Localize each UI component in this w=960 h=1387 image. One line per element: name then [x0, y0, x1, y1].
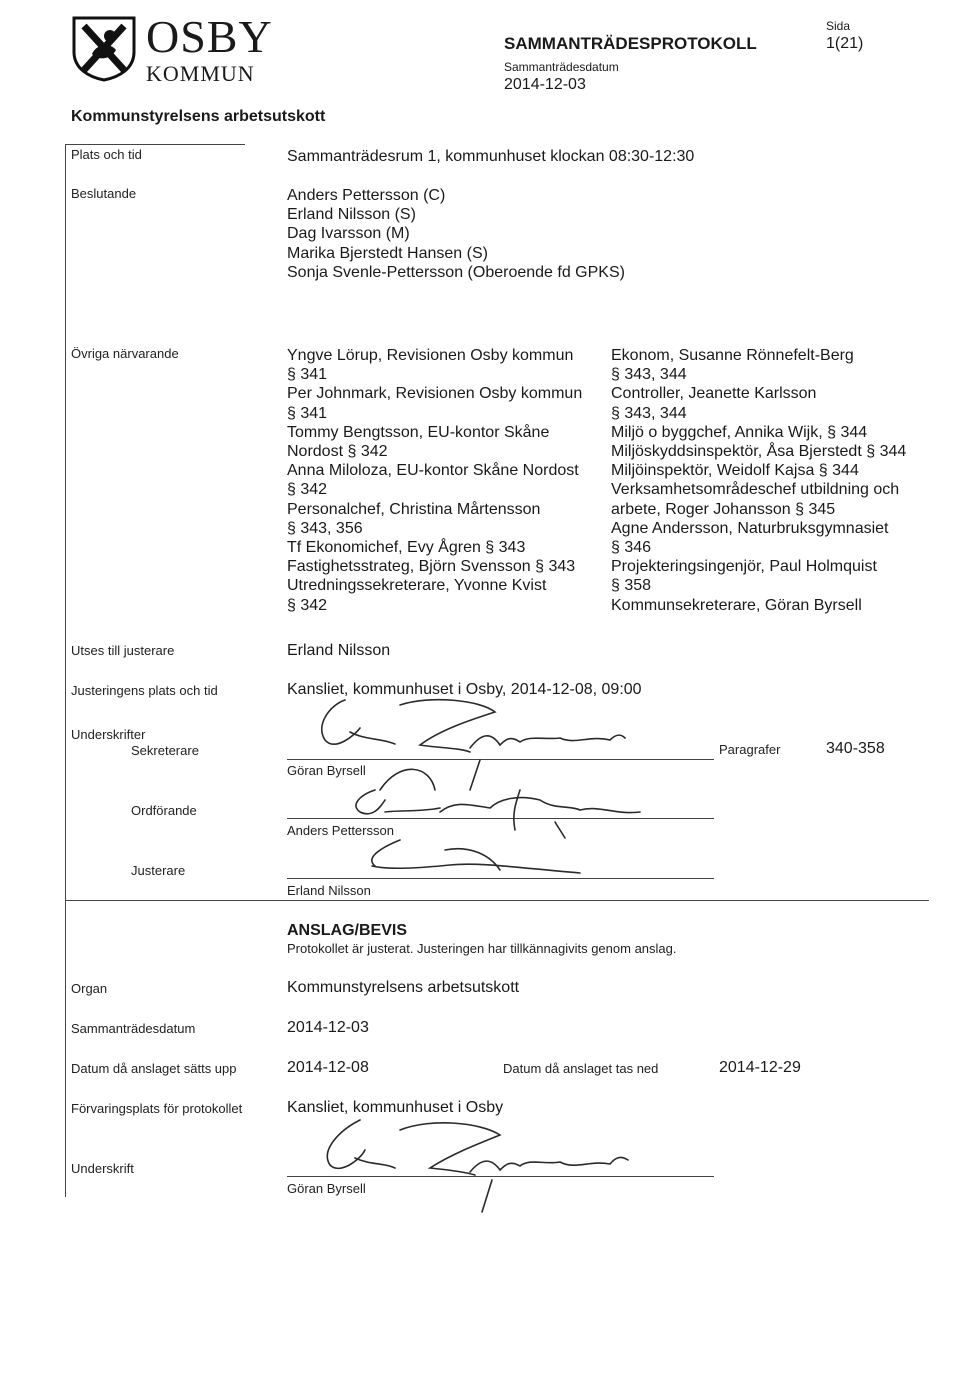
signature-adjuster-label: Justerare: [131, 863, 186, 878]
list-item: Tf Ekonomichef, Evy Ågren § 343: [287, 539, 526, 557]
notice-text: Protokollet är justerat. Justeringen har tillkännagivits genom anslag.: [287, 941, 677, 956]
others-label: Övriga närvarande: [71, 346, 179, 361]
adjuster-label: Utses till justerare: [71, 643, 175, 658]
page-label: Sida: [826, 19, 851, 33]
adjuster-value: Erland Nilsson: [287, 642, 391, 659]
list-item: Anders Pettersson (C): [287, 187, 446, 204]
list-item: Ekonom, Susanne Rönnefelt-Berg: [611, 347, 854, 364]
list-item: § 341: [287, 404, 328, 422]
others-column-2: [611, 346, 906, 615]
list-item: Miljöskyddsinspektör, Åsa Bjerstedt § 344: [611, 443, 907, 461]
posted-label: Datum då anslaget sätts upp: [71, 1061, 237, 1076]
committee-name: Kommunstyrelsens arbetsutskott: [71, 108, 326, 125]
page-number: 1(21): [826, 35, 864, 52]
osby-logo: [70, 11, 275, 86]
list-item: Sonja Svenle-Pettersson (Oberoende fd GPKS): [287, 263, 625, 281]
list-item: Yngve Lörup, Revisionen Osby kommun: [287, 347, 574, 364]
logo-name: OSBY: [146, 11, 273, 62]
deciding-label: Beslutande: [71, 186, 137, 201]
organ-label: Organ: [71, 981, 108, 996]
list-item: Nordost § 342: [287, 443, 388, 461]
list-item: Miljöinspektör, Weidolf Kajsa § 344: [611, 462, 859, 480]
list-item: § 343, 356: [287, 519, 363, 537]
notice-signature-line: [287, 1176, 714, 1177]
paragraphs-label: Paragrafer: [719, 742, 781, 757]
chair-signature-line: [287, 818, 714, 819]
list-item: Marika Bjerstedt Hansen (S): [287, 244, 488, 262]
list-item: § 358: [611, 577, 652, 595]
meeting-date-label: Sammanträdesdatum: [504, 60, 619, 74]
removed-value: 2014-12-29: [719, 1059, 801, 1076]
list-item: Fastighetsstrateg, Björn Svensson § 343: [287, 558, 576, 576]
list-item: § 343, 344: [611, 404, 687, 422]
list-item: arbete, Roger Johansson § 345: [611, 500, 836, 518]
posted-value: 2014-12-08: [287, 1059, 369, 1076]
coat-of-arms-icon: [70, 14, 138, 82]
document-title: SAMMANTRÄDESPROTOKOLL: [504, 34, 757, 53]
list-item: § 341: [287, 366, 328, 384]
list-item: Miljö o byggchef, Annika Wijk, § 344: [611, 423, 868, 441]
deciding-list: [287, 186, 625, 282]
list-item: Personalchef, Christina Mårtensson: [287, 500, 541, 518]
adjuster-signature-line: [287, 878, 714, 879]
list-item: Controller, Jeanette Karlsson: [611, 385, 817, 403]
adjust-place-label: Justeringens plats och tid: [71, 683, 218, 698]
others-column-1: [287, 346, 582, 615]
chair-label: Ordförande: [131, 803, 197, 818]
notice-title: ANSLAG/BEVIS: [287, 922, 408, 939]
place-label: Plats och tid: [71, 147, 142, 162]
notice-date-value: 2014-12-03: [287, 1019, 369, 1036]
signature-name: Göran Byrsell: [287, 1181, 366, 1196]
adjust-place-value: Kansliet, kommunhuset i Osby, 2014-12-08, 09:00: [287, 681, 642, 698]
signatures-heading: Underskrifter: [71, 727, 146, 742]
logo-subtitle: KOMMUN: [146, 61, 255, 86]
list-item: § 342: [287, 596, 328, 614]
meeting-date: 2014-12-03: [504, 76, 586, 93]
place-value: Sammanträdesrum 1, kommunhuset klockan 08:30-12:30: [287, 148, 695, 165]
list-item: Anna Miloloza, EU-kontor Skåne Nordost: [287, 462, 579, 480]
list-item: Dag Ivarsson (M): [287, 225, 410, 243]
signature-label: Underskrift: [71, 1161, 134, 1176]
list-item: Tommy Bengtsson, EU-kontor Skåne: [287, 423, 550, 441]
list-item: Per Johnmark, Revisionen Osby kommun: [287, 385, 583, 403]
signature-adjuster-name: Erland Nilsson: [287, 883, 371, 898]
notice-divider: [65, 900, 929, 901]
organ-value: Kommunstyrelsens arbetsutskott: [287, 979, 520, 996]
storage-label: Förvaringsplats för protokollet: [71, 1101, 243, 1116]
secretary-label: Sekreterare: [131, 743, 199, 758]
list-item: Utredningssekreterare, Yvonne Kvist: [287, 577, 547, 595]
list-item: Projekteringsingenjör, Paul Holmquist: [611, 558, 877, 576]
storage-value: Kansliet, kommunhuset i Osby: [287, 1099, 504, 1116]
list-item: Verksamhetsområdeschef utbildning och: [611, 481, 900, 499]
secretary-name: Göran Byrsell: [287, 763, 366, 778]
list-item: Kommunsekreterare, Göran Byrsell: [611, 596, 862, 614]
list-item: § 346: [611, 539, 652, 557]
chair-name: Anders Pettersson: [287, 823, 394, 838]
paragraphs-value: 340-358: [826, 740, 885, 757]
removed-label: Datum då anslaget tas ned: [503, 1061, 659, 1076]
list-item: Erland Nilsson (S): [287, 206, 416, 224]
list-item: Agne Andersson, Naturbruksgymnasiet: [611, 519, 889, 537]
notice-date-label: Sammanträdesdatum: [71, 1021, 196, 1036]
list-item: § 343, 344: [611, 366, 687, 384]
secretary-signature-line: [287, 759, 714, 760]
top-rule: [65, 144, 245, 145]
list-item: § 342: [287, 481, 328, 499]
left-margin-rule: [65, 144, 66, 1197]
